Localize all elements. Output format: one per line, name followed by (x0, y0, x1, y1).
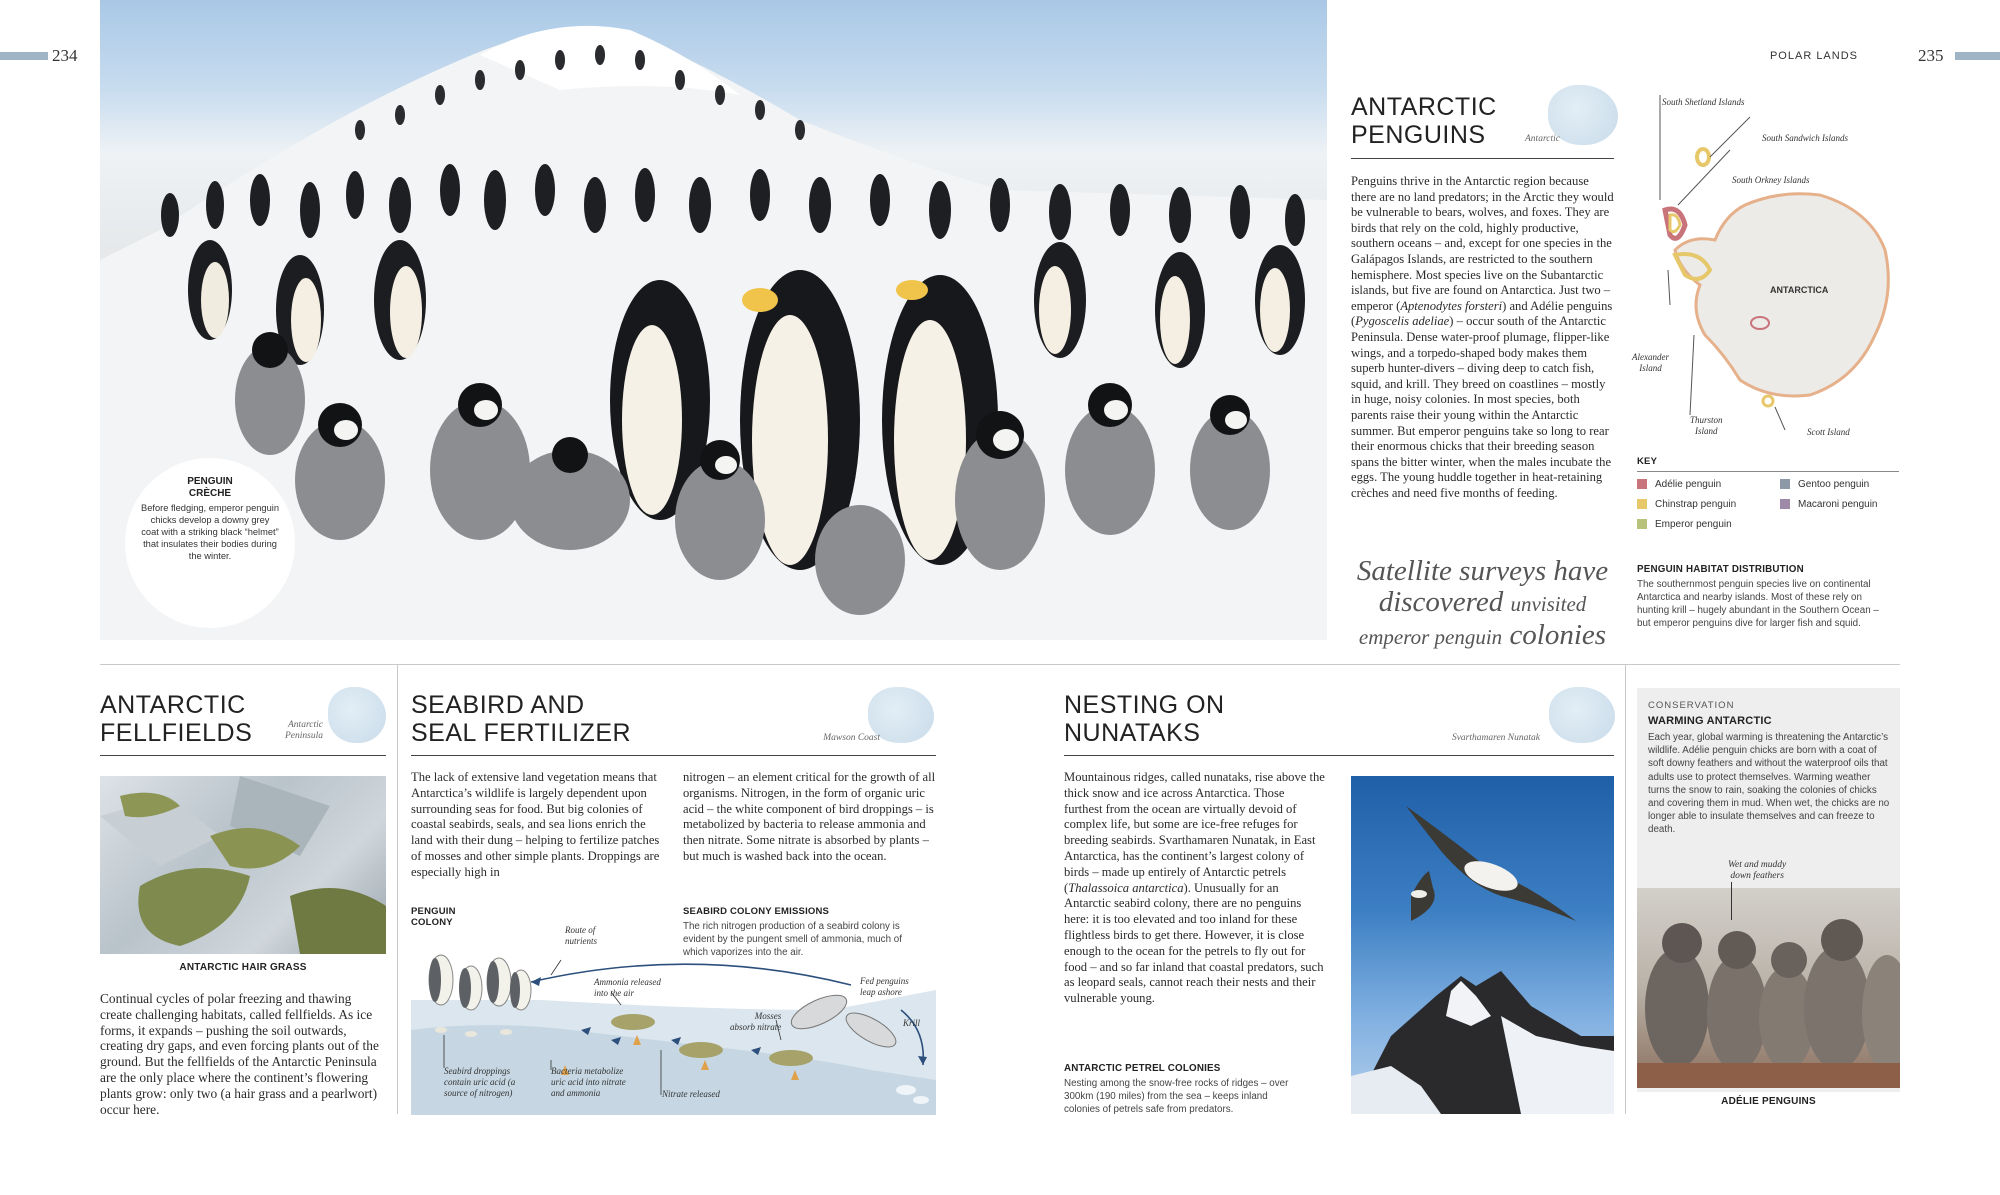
map-label-antarctica: ANTARCTICA (1770, 285, 1829, 295)
wet-feathers-label: Wet and muddy down feathers (1728, 860, 1787, 881)
petrel-caption: Nesting among the snow-free rocks of ridges – over 300km (190 miles) from the sea – keeps inland colonies of petrels safe from predators. (1064, 1078, 1289, 1115)
column-divider-1 (397, 664, 398, 1114)
fellfields-title-rule (100, 755, 386, 756)
map-caption-title: PENGUIN HABITAT DISTRIBUTION (1637, 564, 1804, 575)
key-swatch (1637, 479, 1647, 489)
fertilizer-body-col1: The lack of extensive land vegetation means that Antarctica’s wildlife is largely dependent upon surrounding seas for food. But big colonies of coastal seabirds, seals, and sea lions enrich the land with their dung – helping to fertilize patches of mosses and other simple plants. Droppings are especially high in (411, 770, 660, 879)
fellfields-locator-label: Antarctic Peninsula (285, 720, 323, 741)
label-route: Route of nutrients (565, 925, 598, 946)
section-divider (100, 664, 1900, 665)
key-adelie (1637, 479, 1721, 490)
species-name: Thalassoica antarctica (1068, 880, 1184, 895)
petrel-nunatak-photo (1351, 776, 1614, 1114)
key-chinstrap (1637, 499, 1736, 510)
running-head: POLAR LANDS (1769, 50, 1858, 62)
map-key-rule (1637, 471, 1899, 472)
fertilizer-title-rule (411, 755, 936, 756)
key-gentoo (1780, 479, 1869, 490)
penguins-body (1351, 174, 1614, 501)
petrel-caption-title: ANTARCTIC PETREL COLONIES (1064, 1063, 1221, 1074)
penguins-title-rule (1351, 158, 1614, 159)
penguins-locator-label: Antarctic (1525, 134, 1560, 144)
map-label-thurston: Thurston Island (1690, 415, 1723, 436)
body-text: ) – occur south of the Antarctic Peninsula. Dense water-proof plumage, flipper-like wings, and a torpedo-shaped body makes them superb hunter-divers – diving deep to catch fish, squid, and krill. They breed on coastlines – mostly in huge, noisy colonies. In most species, both parents raise their young within the Antarctic summer. But emperor penguins take so long to rear their enormous chicks that their breeding season spans the bitter winter, when the males incubate the eggs. The young huddle together in heat-retaining crèches and need five months of feeding. (1351, 314, 1612, 500)
map-label-alexander: Alexander Island (1632, 352, 1669, 373)
body-text: Mountainous ridges, called nunataks, rise above the thick snow and ice across Antarctica. Those furthest from the ocean are virtually devoid of complex life, but some are ice-free refuges for breeding seabirds. Svarthamaren Nunatak, in East Antarctica, has the continent’s largest colony of birds – made up entirely of Antarctic petrels ( (1064, 770, 1325, 895)
species-name: Pygoscelis adeliae (1355, 314, 1450, 329)
label-fed: Fed penguins leap ashore (860, 976, 909, 997)
label-nitrate: Nitrate released (662, 1089, 720, 1099)
fellfields-body: Continual cycles of polar freezing and thawing create challenging habitats, called fellfields. As ice forms, it expands – pushing the soil outwards, creating dry gaps, and even forcing plants out of the ground. But the fellfields of the Antarctic Peninsula are the only place where the continent’s flowering plants grow: only two (a hair grass and a pearlwort) occur here. (100, 991, 379, 1117)
hair-grass-caption: ANTARCTIC HAIR GRASS (179, 962, 307, 973)
quote-words: unvisited (1510, 592, 1587, 616)
penguin-distribution-map (1630, 95, 1900, 445)
key-label: Gentoo penguin (1798, 479, 1870, 490)
emissions-title: SEABIRD COLONY EMISSIONS (683, 906, 830, 917)
photo-label-line (1731, 882, 1732, 920)
petrel-illustration (1351, 776, 1614, 1114)
key-swatch (1637, 499, 1647, 509)
svarthamaren-locator-icon (1549, 687, 1615, 743)
nunataks-title-rule (1064, 755, 1614, 756)
map-label-scott: Scott Island (1807, 427, 1850, 437)
map-label-south-shetland: South Shetland Islands (1662, 97, 1745, 107)
fertilizer-title: SEABIRD AND SEAL FERTILIZER (411, 691, 632, 747)
callout-text: Before fledging, emperor penguin chicks develop a downy grey coat with a striking black “helmet” that insulates their bodies during the winter. (141, 503, 279, 561)
emissions-text: The rich nitrogen production of a seabird colony is evident by the pungent smell of ammonia, much of which vaporizes into the air. (683, 921, 902, 958)
fertilizer-locator-label: Mawson Coast (823, 733, 880, 743)
body-text: ) and Adélie penguins ( (1351, 298, 1613, 329)
map-label-south-orkney: South Orkney Islands (1732, 175, 1810, 185)
body-text: Penguins thrive in the Antarctic region because there are no land predators; in the Arctic they would be vulnerable to bears, wolves, and foxes. They are birds that rely on the cold, highly productive, southern oceans – and, except for one species in the Galápagos Islands, are restricted to the southern hemisphere. Most species live on the Subantarctic islands, but five are found on Antarctica. Just two – emperor ( (1351, 174, 1614, 313)
nunataks-locator-label: Svarthamaren Nunatak (1451, 733, 1540, 743)
label-bacteria: Bacteria metabolize uric acid into nitrate and ammonia (551, 1066, 626, 1098)
penguins-title: ANTARCTIC PENGUINS (1351, 93, 1497, 149)
quote-line-3 (1340, 620, 1625, 653)
key-swatch (1780, 479, 1790, 489)
key-swatch (1637, 519, 1647, 529)
adelie-caption: ADÉLIE PENGUINS (1721, 1096, 1816, 1107)
label-ammonia: Ammonia released into the air (594, 977, 661, 998)
label-krill: Krill (903, 1018, 921, 1028)
species-name: Aptenodytes forsteri (1400, 298, 1503, 313)
adelie-chicks-illustration (1637, 888, 1900, 1088)
body-text: ). Unusually for an Antarctic seabird colony, there are no penguins here: it is too elevated and too inland for these flightless birds to get there. However, it is close enough to the ocean for the petrels to fly out for food – and so far inland that coastal predators, such as leopard seals, cannot reach their nests and their vulnerable young. (1064, 880, 1324, 1006)
diagram-title: PENGUIN COLONY (411, 906, 456, 928)
quote-words: discovered (1378, 586, 1504, 618)
hair-grass-illustration (100, 776, 386, 954)
key-macaroni (1780, 499, 1878, 510)
map-caption: The southernmost penguin species live on continental Antarctica and nearby islands. Most of these rely on hunting krill – hugely abundant in the Southern Ocean – but emperor penguins dive for larger fish and squid. (1637, 579, 1879, 629)
key-label: Adélie penguin (1655, 479, 1722, 490)
nunataks-body (1064, 770, 1326, 1007)
fellfields-title: ANTARCTIC FELLFIELDS (100, 691, 253, 747)
quote-words: colonies (1509, 619, 1607, 651)
conservation-text: Each year, global warming is threatening the Antarctic’s wildlife. Adélie penguin chicks are born with a coat of soft downy feathers and without the waterproof oils that adults use to protect themselves. Warming weather turns the snow to rain, soaking the colonies of chicks and covering them in mud. When wet, the chicks are no longer able to insulate themselves and can freeze to death. (1648, 732, 1890, 836)
adelie-chicks-photo (1637, 888, 1900, 1088)
column-divider-2 (1625, 664, 1626, 1114)
conservation-title: WARMING ANTARCTIC (1648, 715, 1772, 727)
fertilizer-body-col2: nitrogen – an element critical for the growth of all organisms. Nitrogen, in the form of organic uric acid – the white component of bird droppings – is metabolized by bacteria to release ammonia and then nitrate. Some nitrate is absorbed by plants – but much is washed back into the ocean. (683, 770, 936, 863)
hair-grass-photo (100, 776, 386, 954)
quote-line-2 (1340, 587, 1625, 620)
nunataks-title: NESTING ON NUNATAKS (1064, 691, 1225, 747)
callout-title: PENGUIN CRÈCHE (187, 476, 233, 499)
right-page-bar (1955, 52, 2000, 60)
conservation-kicker: CONSERVATION (1648, 700, 1735, 711)
left-page-number: 234 (52, 46, 78, 65)
map-label-south-sandwich: South Sandwich Islands (1762, 133, 1849, 143)
left-page-bar (0, 52, 48, 60)
right-page-number: 235 (1918, 46, 1944, 65)
penguin-creche-callout (125, 458, 295, 628)
label-mosses: Mosses absorb nitrate (730, 1011, 782, 1032)
key-label: Chinstrap penguin (1655, 499, 1737, 510)
key-swatch (1780, 499, 1790, 509)
key-label: Emperor penguin (1655, 519, 1732, 530)
peninsula-locator-icon (328, 687, 386, 743)
key-emperor (1637, 519, 1732, 530)
label-droppings: Seabird droppings contain uric acid (a source of nitrogen) (444, 1066, 516, 1098)
quote-words: emperor penguin (1358, 625, 1503, 649)
key-label: Macaroni penguin (1798, 499, 1878, 510)
map-key-title: KEY (1637, 456, 1658, 467)
pull-quote (1340, 556, 1625, 653)
quote-line-1: Satellite surveys have (1356, 555, 1609, 587)
